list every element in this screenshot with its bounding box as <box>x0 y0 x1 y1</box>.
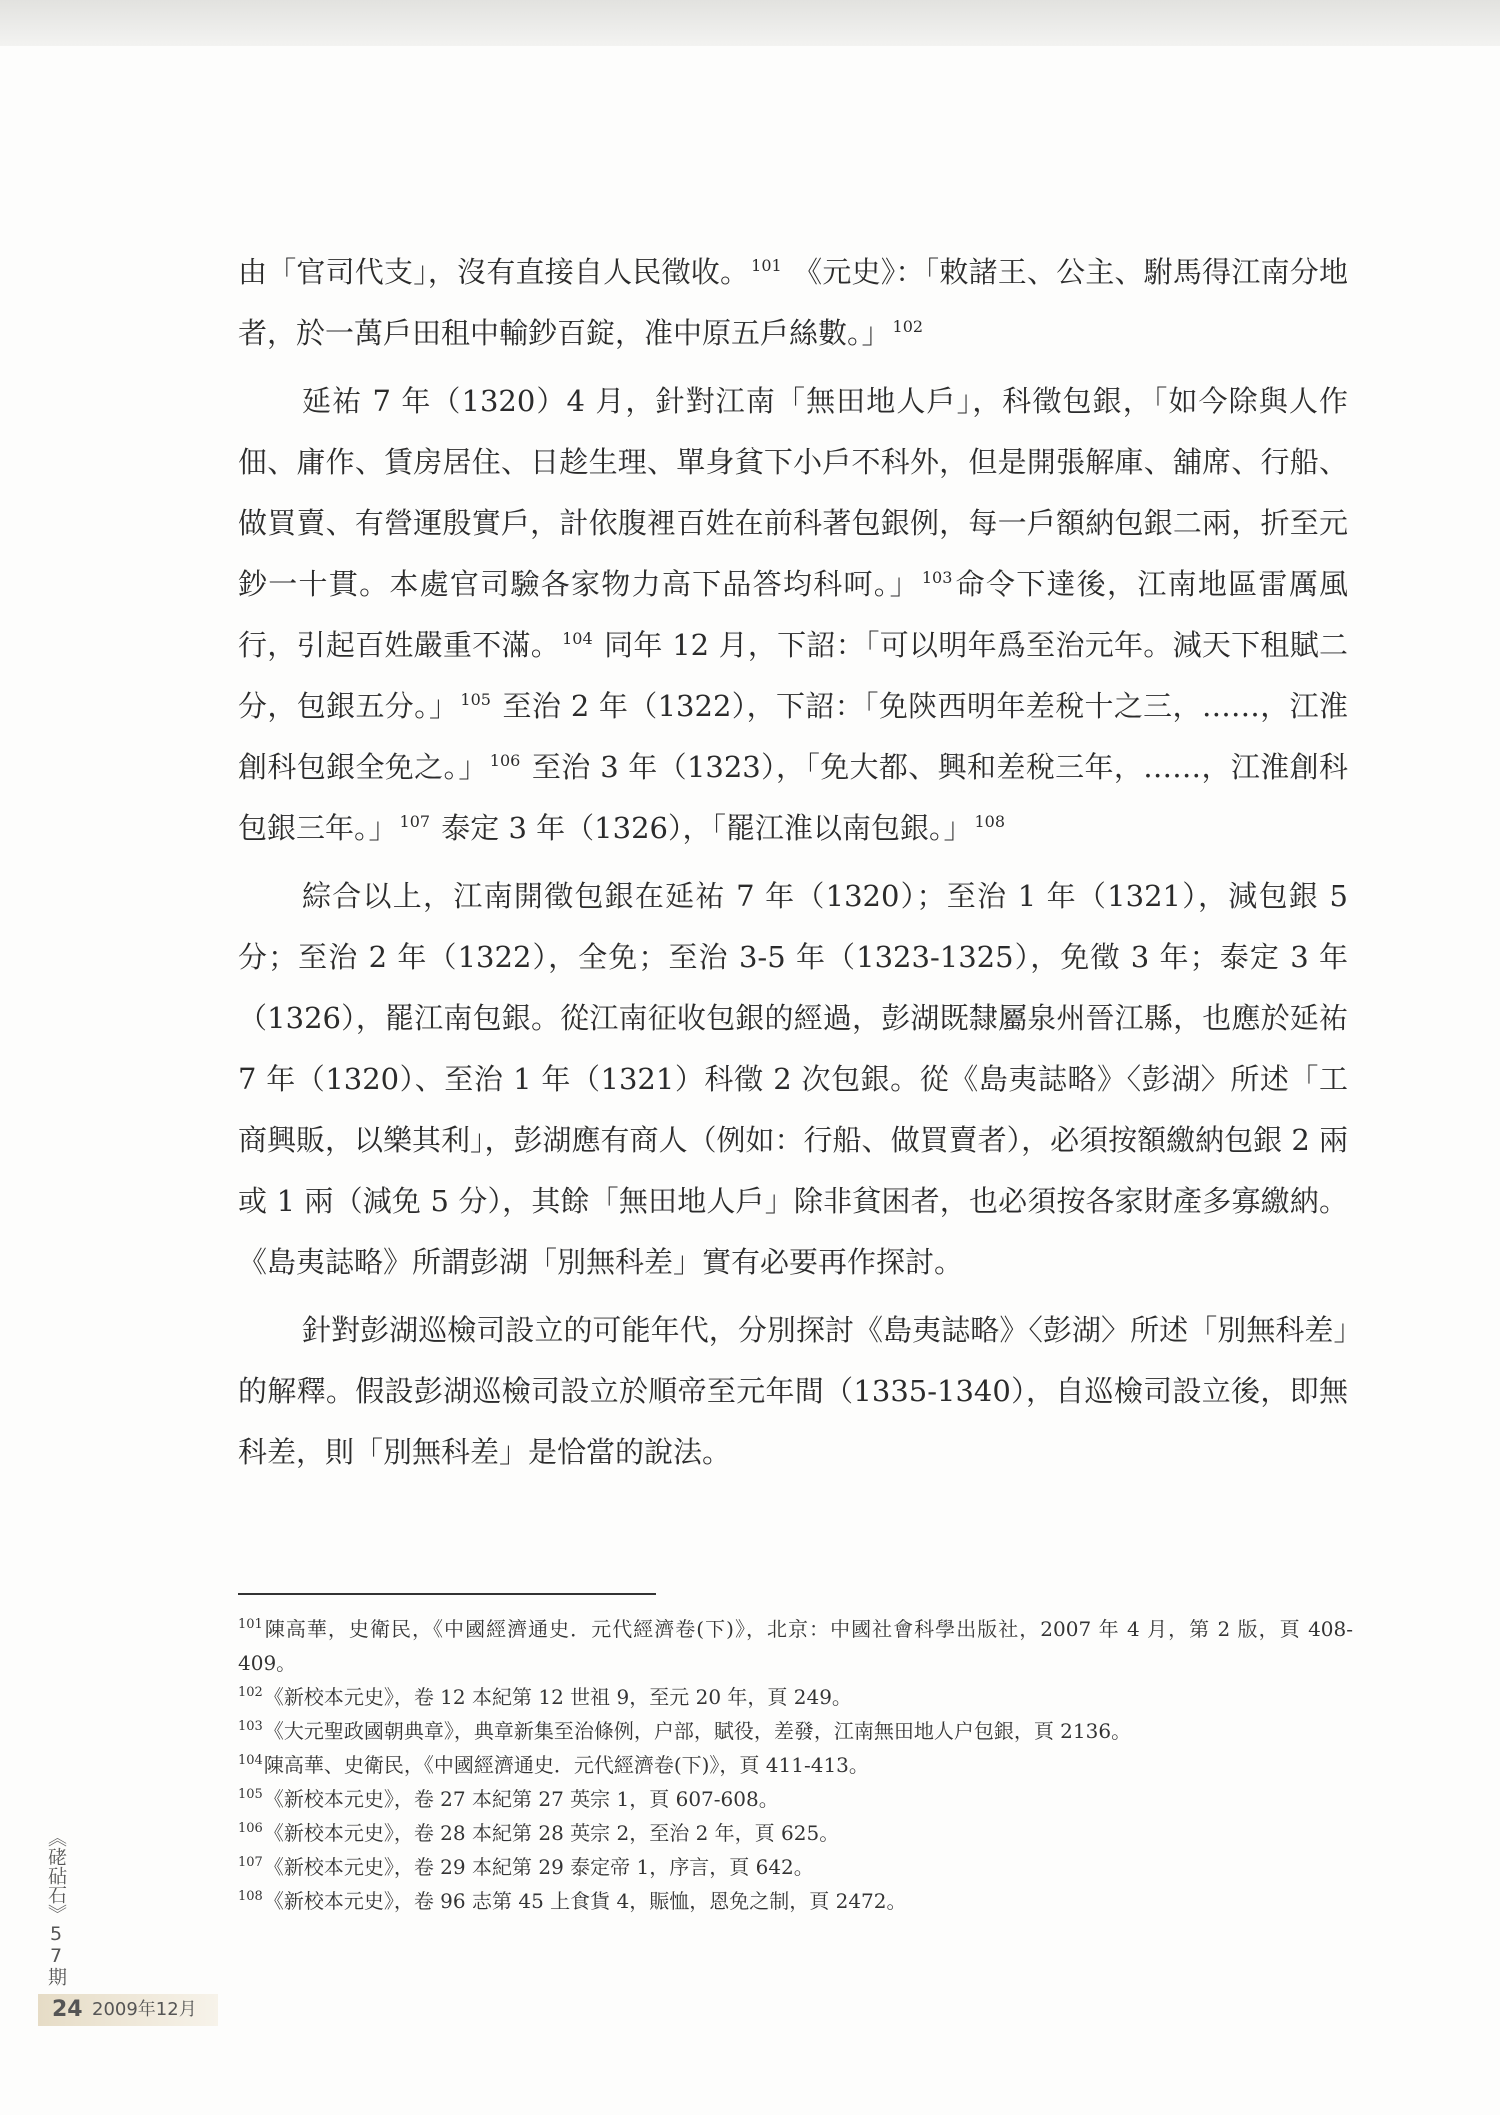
footnote-number: 102 <box>238 1685 263 1701</box>
footnote-text: 陳高華，史衛民，《中國經濟通史．元代經濟卷(下)》，北京：中國社會科學出版社，2007 年 4 月，第 2 版，頁 408-409。 <box>238 1617 1353 1675</box>
footnote-ref-106: 106 <box>489 751 521 771</box>
footnote-text: 《新校本元史》，卷 12 本紀第 12 世祖 9，至元 20 年，頁 249。 <box>263 1685 852 1709</box>
footnote-number: 107 <box>238 1855 263 1871</box>
footnote-ref-107: 107 <box>399 812 431 832</box>
footnote-number: 104 <box>238 1753 263 1769</box>
footnote-ref-103: 103 <box>921 568 953 588</box>
issue-date: 2009年12月 <box>92 1999 197 2020</box>
footnote-102 <box>238 1680 1353 1714</box>
paragraph-2-text-f: 泰定 3 年（1326），「罷江淮以南包銀。」 <box>432 811 973 845</box>
footnote-text: 陳高華、史衛民，《中國經濟通史．元代經濟卷(下)》，頁 411-413。 <box>263 1753 869 1777</box>
footnote-108 <box>238 1884 1353 1918</box>
scan-top-edge <box>0 0 1500 46</box>
footnote-ref-105: 105 <box>460 690 491 710</box>
footnote-text: 《新校本元史》，卷 28 本紀第 28 英宗 2，至治 2 年，頁 625。 <box>263 1821 840 1845</box>
footnote-text: 《新校本元史》，卷 29 本紀第 29 泰定帝 1，序言，頁 642。 <box>263 1855 814 1879</box>
footnote-number: 103 <box>238 1719 263 1735</box>
footnote-107 <box>238 1850 1353 1884</box>
footnote-ref-101: 101 <box>751 256 782 276</box>
footnote-105 <box>238 1782 1353 1816</box>
paragraph-1 <box>238 242 1348 364</box>
footnote-ref-108: 108 <box>974 812 1006 832</box>
footnote-number: 108 <box>238 1889 263 1905</box>
paragraph-2-text-b: 命令下達後，江南地區雷厲風行，引起百姓嚴重不滿。 <box>238 567 1348 662</box>
footnotes <box>238 1612 1353 1918</box>
footnote-101 <box>238 1612 1353 1680</box>
footnote-number: 105 <box>238 1787 263 1803</box>
footnote-ref-102: 102 <box>892 317 924 337</box>
footnote-text: 《新校本元史》，卷 96 志第 45 上食貨 4，賑恤，恩免之制，頁 2472。 <box>263 1889 907 1913</box>
paragraph-2-text-d: 至治 2 年（1322），下詔：「免陝西明年差稅十之三，……，江淮創科包銀全免之。」 <box>238 689 1348 784</box>
footnote-106 <box>238 1816 1353 1850</box>
footnote-text: 《大元聖政國朝典章》，典章新集至治條例，户部，賦役，差發，江南無田地人户包銀，頁 2136。 <box>263 1719 1132 1743</box>
paragraph-2-text-e: 至治 3 年（1323），「免大都、興和差稅三年，……，江淮創科包銀三年。」 <box>238 750 1348 845</box>
footnote-103 <box>238 1714 1353 1748</box>
footnote-ref-104: 104 <box>562 629 593 649</box>
paragraph-2 <box>238 371 1348 859</box>
footnote-number: 106 <box>238 1821 263 1837</box>
paragraph-4: 針對彭湖巡檢司設立的可能年代，分別探討《島夷誌略》〈彭湖〉所述「別無科差」的解釋。假設彭湖巡檢司設立於順帝至元年間（1335-1340），自巡檢司設立後，即無科差，則「別無科差」是恰當的說法。 <box>238 1313 1348 1469</box>
body-text <box>238 242 1348 1490</box>
paragraph-1-text-b: 《元史》：「敕諸王、公主、駙馬得江南分地者，於一萬戶田租中輸鈔百錠，准中原五戶絲數。」 <box>238 255 1348 350</box>
page-number: 24 <box>52 1997 83 2022</box>
paragraph-3: 綜合以上，江南開徵包銀在延祐 7 年（1320）；至治 1 年（1321），減包銀 5 分；至治 2 年（1322），全免；至治 3-5 年（1323-1325），免徵 3 年；泰定 3 年（1326），罷江南包銀。從江南征收包銀的經過，彭湖既隸屬泉州晉江縣，也應於延祐 7 年（1320）、至治 1 年（1321）科徵 2 次包銀。從《島夷誌略》〈彭湖〉所述「工商興販，以樂其利」，彭湖應有商人（例如：行船、做買賣者），必須按額繳納包銀 2 兩或 1 兩（減免 5 分），其餘「無田地人戶」除非貧困者，也必須按各家財產多寡繳納。《島夷誌略》所謂彭湖「別無科差」實有必要再作探討。 <box>238 879 1348 1279</box>
footnote-number: 101 <box>238 1617 263 1633</box>
footnote-text: 《新校本元史》，卷 27 本紀第 27 英宗 1，頁 607-608。 <box>263 1787 779 1811</box>
paragraph-2-text-a: 延祐 7 年（1320）4 月，針對江南「無田地人戶」，科徵包銀，「如今除與人作佃、庸作、賃房居住、日趁生理、單身貧下小戶不科外，但是開張解庫、舖席、行船、做買賣、有營運殷實戶，計依腹裡百姓在前科著包銀例，每一戶額納包銀二兩，折至元鈔一十貫。本處官司驗各家物力高下品答均科呵。」 <box>238 384 1348 601</box>
footnote-104 <box>238 1748 1353 1782</box>
footnote-divider <box>238 1593 656 1595</box>
journal-title: 《硓砧石》57期 <box>45 1828 67 1986</box>
paragraph-2-text-c: 同年 12 月，下詔：「可以明年爲至治元年。減天下租賦二分，包銀五分。」 <box>238 628 1348 723</box>
paragraph-1-text-a: 由「官司代支」，沒有直接自人民徵收。 <box>238 255 750 289</box>
